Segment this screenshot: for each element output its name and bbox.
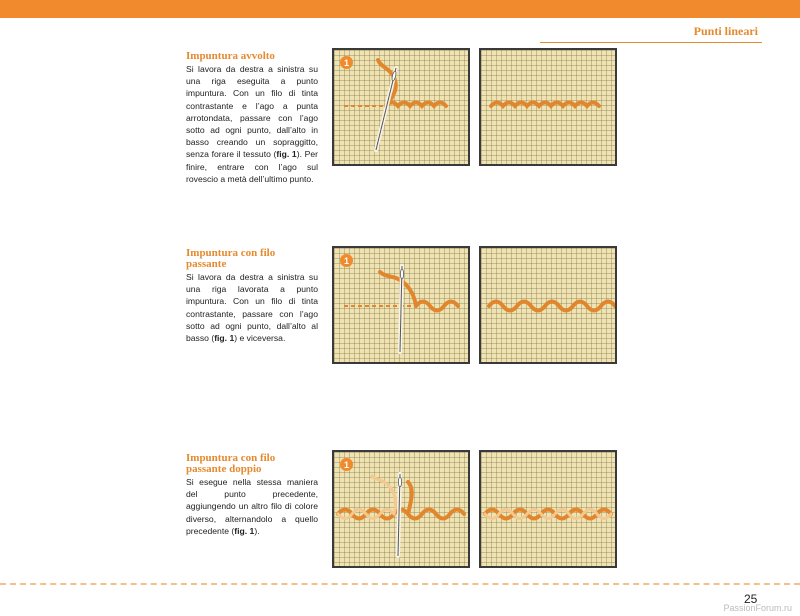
- stitch-description: Si lavora da destra a sinistra su una riga lavorata a punto impuntura. Con un filo di tinta contrastante, passare con l’ago sotto ad ogni punto, dall’alto al basso (fig. 1) e viceversa.: [186, 272, 318, 344]
- figure-2-step: [332, 246, 470, 364]
- stitch-title: Impuntura avvolto: [186, 50, 275, 62]
- page-number: 25: [744, 592, 758, 606]
- stitch-block-1: [186, 51, 318, 185]
- figure-number-badge: 1: [340, 56, 353, 69]
- figure-3-result: [479, 450, 617, 568]
- section-title: Punti lineari: [693, 24, 758, 38]
- stitch-block-2: [186, 248, 318, 344]
- header-rule: [540, 42, 762, 43]
- figure-number-badge: 1: [340, 254, 353, 267]
- watermark-text: PassionForum.ru: [723, 603, 792, 613]
- figure-2-result: [479, 246, 617, 364]
- stitch-block-3: [186, 453, 318, 537]
- stitch-description: Si lavora da destra a sinistra su una riga eseguita a punto impuntura. Con un filo di tinta contrastante e l’ago a punta arrotondata, passare con l’ago sotto ad ogni punto, dall’alto in basso creando un sopraggitto, senza forare il tessuto (fig. 1). Per finire, entrare con l’ago sul rovescio a metà dell’ultimo punto.: [186, 64, 318, 184]
- figure-3-step: [332, 450, 470, 568]
- stitch-description: Si esegue nella stessa maniera del punto precedente, aggiungendo un altro filo di colore diverso, alternandolo a quello precedente (fig. 1).: [186, 477, 318, 536]
- figure-1-result: [479, 48, 617, 166]
- top-color-bar: [0, 0, 800, 18]
- footer-dashed-rule: [0, 583, 800, 585]
- figure-1-step: [332, 48, 470, 166]
- stitch-title: Impuntura con filo passante: [186, 247, 276, 270]
- figure-number-badge: 1: [340, 458, 353, 471]
- stitch-title: Impuntura con filo passante doppio: [186, 452, 276, 475]
